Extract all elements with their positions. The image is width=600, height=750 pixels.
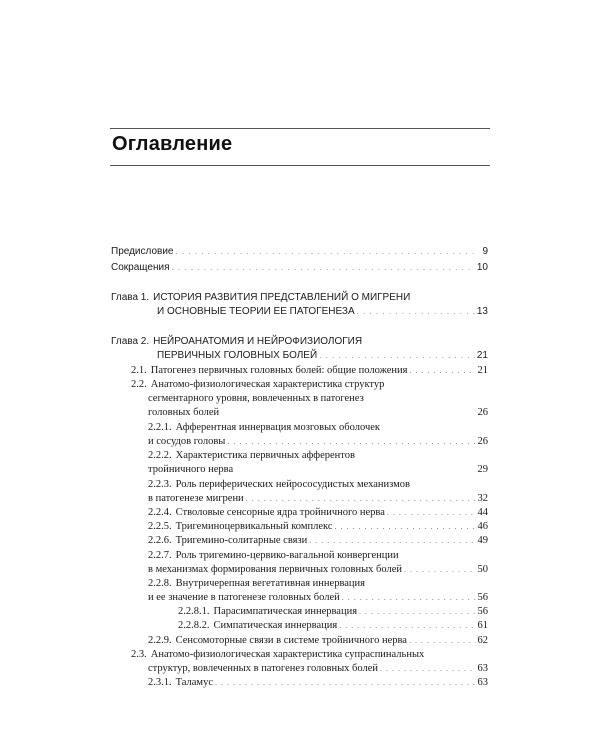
- section-number: 2.2.8.1.: [178, 606, 210, 617]
- page-number: 63: [477, 677, 488, 688]
- toc-entry[interactable]: [131, 648, 488, 662]
- leader-dots: [409, 364, 475, 378]
- leader-dots: [357, 305, 475, 319]
- toc-entry[interactable]: [148, 549, 488, 563]
- leader-dots: [215, 676, 476, 690]
- chapter-heading[interactable]: [111, 335, 488, 349]
- leader-dots: [319, 349, 475, 363]
- toc-entry-text: головных болей: [148, 407, 220, 418]
- section-number: 2.2.8.2.: [178, 620, 210, 631]
- page-number: 32: [477, 493, 488, 504]
- leader-dots: [380, 662, 475, 676]
- toc-entry-continuation[interactable]: [148, 662, 488, 676]
- toc-entry-text: Внутричерепная вегетативная иннервация: [175, 578, 365, 589]
- leader-dots: [175, 245, 476, 259]
- toc-entry-continuation: [148, 392, 488, 406]
- section-number: 2.2.7.: [148, 550, 172, 561]
- toc-entry-text: Сенсомоторные связи в системе тройничного нерва: [175, 635, 407, 646]
- toc-entry-text: Анатомо-физиологическая характеристика структур: [150, 379, 385, 390]
- chapter-title-line: ИСТОРИЯ РАЗВИТИЯ ПРЕДСТАВЛЕНИЙ О МИГРЕНИ: [153, 292, 411, 303]
- leader-dots: [404, 563, 475, 577]
- toc-entry[interactable]: [178, 619, 488, 633]
- toc-entry[interactable]: [148, 506, 488, 520]
- toc-entry-text: в патогенезе мигрени: [148, 493, 244, 504]
- section-number: 2.2.: [131, 379, 147, 390]
- toc-entry-text: Стволовые сенсорные ядра тройничного нерва: [175, 507, 385, 518]
- chapter-title-line: И ОСНОВНЫЕ ТЕОРИИ ЕЕ ПАТОГЕНЕЗА: [157, 306, 355, 317]
- leader-dots: [309, 534, 475, 548]
- chapter-title-line: НЕЙРОАНАТОМИЯ И НЕЙРОФИЗИОЛОГИЯ: [153, 336, 363, 347]
- toc-entry-text: Симпатическая иннервация: [213, 620, 338, 631]
- page-number: 21: [477, 365, 488, 376]
- toc-entry-text: Афферентная иннервация мозговых оболочек: [175, 422, 380, 433]
- page-number: 26: [477, 407, 488, 418]
- leader-dots: [246, 492, 476, 506]
- toc-entry[interactable]: [131, 378, 488, 392]
- leader-dots: [342, 591, 476, 605]
- toc-entry[interactable]: [148, 676, 488, 690]
- page-number: 10: [476, 262, 488, 273]
- page-number: 62: [477, 635, 488, 646]
- page-number: 49: [477, 535, 488, 546]
- section-number: 2.3.1.: [148, 677, 172, 688]
- chapter-label: Глава 1.: [111, 292, 150, 303]
- section-number: 2.3.: [131, 649, 147, 660]
- toc-entry-text: Роль тригемино-цервико-вагальной конвергенции: [175, 550, 399, 561]
- chapter-heading[interactable]: [111, 291, 488, 305]
- page-title: Оглавление: [112, 133, 233, 155]
- toc-entry[interactable]: [148, 478, 488, 492]
- toc-entry-text: Тригемино-солитарные связи: [175, 535, 308, 546]
- page-number: 9: [482, 246, 488, 257]
- leader-dots: [409, 634, 476, 648]
- toc-entry-text: в механизмах формирования первичных головных болей: [148, 564, 403, 575]
- toc-entry-text: и сосудов головы: [148, 436, 226, 447]
- toc-entry[interactable]: [111, 245, 488, 259]
- title-rule: [110, 165, 490, 166]
- toc-entry[interactable]: [148, 634, 488, 648]
- leader-dots: [359, 605, 475, 619]
- section-number: 2.2.4.: [148, 507, 172, 518]
- page-number: 56: [477, 592, 488, 603]
- toc-entry-continuation[interactable]: [148, 406, 488, 420]
- page-number: 56: [477, 606, 488, 617]
- toc-entry[interactable]: [148, 421, 488, 435]
- leader-dots: [339, 619, 475, 633]
- section-number: 2.2.5.: [148, 521, 172, 532]
- toc-entry-text: Патогенез первичных головных болей: общие положения: [150, 365, 408, 376]
- chapter-heading[interactable]: [157, 305, 488, 319]
- page-number: 63: [477, 663, 488, 674]
- page-number: 21: [476, 350, 488, 361]
- toc-entry-text: сегментарного уровня, вовлеченных в патогенез: [148, 393, 364, 404]
- toc-entry[interactable]: [131, 364, 488, 378]
- page-number: 44: [477, 507, 488, 518]
- section-number: 2.2.9.: [148, 635, 172, 646]
- toc-entry-continuation[interactable]: [148, 591, 488, 605]
- toc-entry-continuation[interactable]: [148, 563, 488, 577]
- toc-entry-text: Сокращения: [111, 262, 170, 273]
- toc-entry-text: Роль периферических нейрососудистых механизмов: [175, 479, 411, 490]
- toc-entry-text: Предисловие: [111, 246, 174, 257]
- chapter-label: Глава 2.: [111, 336, 150, 347]
- leader-dots: [335, 520, 476, 534]
- toc-entry-text: тройничного нерва: [148, 464, 234, 475]
- leader-dots: [171, 261, 474, 275]
- page-number: 50: [477, 564, 488, 575]
- toc-entry-text: структур, вовлеченных в патогенез головных болей: [148, 663, 379, 674]
- toc-entry-continuation[interactable]: [148, 492, 488, 506]
- toc-entry-text: Характеристика первичных афферентов: [175, 450, 355, 461]
- toc-entry-text: Анатомо-физиологическая характеристика супраспинальных: [150, 649, 425, 660]
- toc-entry-text: Таламус: [175, 677, 213, 688]
- toc-entry-text: и ее значение в патогенезе головных болей: [148, 592, 340, 603]
- page-number: 61: [477, 620, 488, 631]
- section-number: 2.2.6.: [148, 535, 172, 546]
- chapter-heading[interactable]: [157, 349, 488, 363]
- section-number: 2.2.1.: [148, 422, 172, 433]
- toc-entry[interactable]: [178, 605, 488, 619]
- toc-entry-continuation[interactable]: [148, 435, 488, 449]
- toc-entry[interactable]: [111, 261, 488, 275]
- leader-dots: [227, 435, 475, 449]
- toc-entry[interactable]: [148, 449, 488, 463]
- leader-dots: [387, 506, 476, 520]
- section-number: 2.2.2.: [148, 450, 172, 461]
- toc-entry[interactable]: [148, 520, 488, 534]
- toc-entry-text: Парасимпатическая иннервация: [213, 606, 358, 617]
- section-number: 2.2.8.: [148, 578, 172, 589]
- toc-entry-text: Тригеминоцервикальный комплекс: [175, 521, 333, 532]
- page-number: 46: [477, 521, 488, 532]
- toc-entry[interactable]: [148, 577, 488, 591]
- page-number: 13: [476, 306, 488, 317]
- chapter-title-line: ПЕРВИЧНЫХ ГОЛОВНЫХ БОЛЕЙ: [157, 350, 318, 361]
- section-number: 2.2.3.: [148, 479, 172, 490]
- toc-entry[interactable]: [148, 534, 488, 548]
- page-number: 26: [477, 436, 488, 447]
- top-rule: [110, 128, 490, 129]
- section-number: 2.1.: [131, 365, 147, 376]
- page-number: 29: [477, 464, 488, 475]
- toc-entry-continuation[interactable]: [148, 463, 488, 477]
